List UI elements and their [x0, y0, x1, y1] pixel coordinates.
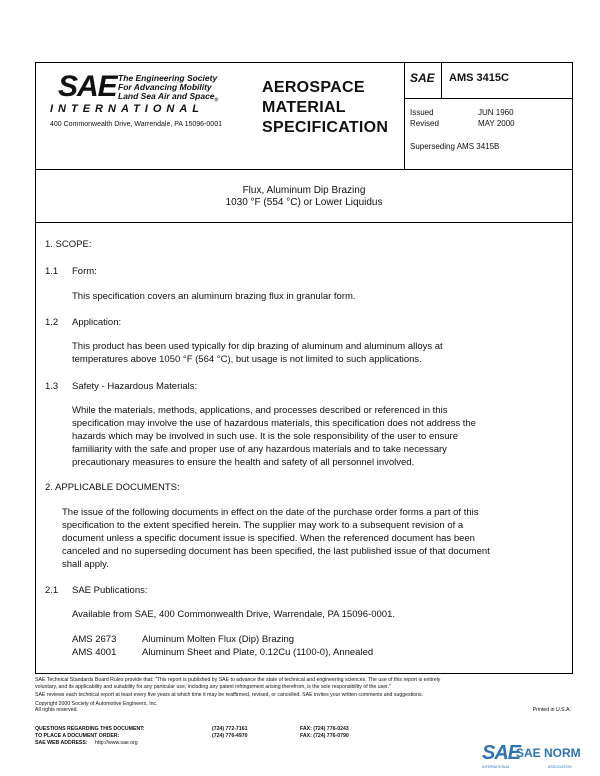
document-title: Flux, Aluminum Dip Brazing 1030 °F (554 °C) or Lower Liquidus — [225, 185, 383, 208]
section-1-heading: 1. SCOPE: — [45, 239, 92, 250]
section-2-heading: 2. APPLICABLE DOCUMENTS: — [45, 482, 180, 493]
printed-note: Printed in U.S.A. — [532, 707, 571, 714]
section-2-text: The issue of the following documents in effect on the date of the purchase order forms a part of this specification to the extent specified herein. The supplier may work to a subsequent revision of a document unless a specific document issue is specified. When the referenced document has been canceled and no superseding document has been specified, the last published issue of that document shall apply. — [62, 507, 490, 570]
web-link[interactable]: http://www.sae.org — [95, 740, 138, 746]
sae-norm-watermark-text: SAE NORM — [516, 746, 581, 760]
title-divider — [35, 222, 573, 223]
tagline-line-2: For Advancing Mobility — [118, 82, 212, 92]
section-1-2-text: This product has been used typically for dip brazing of aluminum and aluminum alloys at temperatures above 1050 °F (564 °C), but usage is not limited to such applications. — [72, 341, 443, 365]
section-1-3-number: 1.3 — [45, 381, 59, 392]
sae-norm-watermark-logo: SAE — [482, 742, 521, 764]
section-2-1-title: SAE Publications: — [72, 585, 148, 596]
section-1-1-text: This specification covers an aluminum brazing flux in granular form. — [72, 291, 356, 302]
sae-norm-watermark-sub2: ASSOCIATION — [548, 765, 572, 769]
docnum-logo-divider — [441, 62, 442, 98]
spec-type-title: AEROSPACE MATERIAL SPECIFICATION — [262, 79, 389, 136]
section-1-1-title: Form: — [72, 266, 97, 277]
issued-date: JUN 1960 — [478, 108, 514, 117]
reference-list — [72, 633, 373, 659]
sae-logo: SAE — [58, 70, 117, 103]
section-1-2-number: 1.2 — [45, 317, 59, 328]
tagline-line-1: The Engineering Society — [118, 73, 218, 83]
document-number: AMS 3415C — [449, 72, 509, 84]
tagline-line-3: Land Sea Air and Space$_®$ — [118, 91, 219, 104]
header-divider — [35, 169, 573, 170]
section-1-3-text: While the materials, methods, applications, and processes described or referenced in this specification may involve the use of hazardous materials, this specification does not address the hazards which may be involved in such use. It is the sole responsibility of the user to ensure familiarity with the safe and proper use of any hazardous materials and to take necessary precautionary measures to ensure the health and safety of all personnel involved. — [72, 405, 476, 468]
section-2-1-number: 2.1 — [45, 585, 59, 596]
revised-label: Revised — [410, 119, 439, 128]
issued-label: Issued — [410, 108, 434, 117]
society-tagline — [118, 74, 218, 106]
reference-item: AMS 2673 Aluminum Molten Flux (Dip) Brazing — [72, 634, 295, 645]
international-label: INTERNATIONAL — [50, 103, 205, 115]
superseding-note: Superseding AMS 3415B — [410, 142, 500, 151]
section-2-1-text: Available from SAE, 400 Commonwealth Drive, Warrendale, PA 15096-0001. — [72, 609, 395, 620]
header-vertical-divider — [404, 62, 405, 169]
revised-date: MAY 2000 — [478, 119, 515, 128]
section-1-3-title: Safety - Hazardous Materials: — [72, 381, 198, 392]
docnum-divider — [404, 98, 573, 99]
sae-norm-watermark-sub: INTERNATIONAL — [482, 765, 510, 769]
society-address: 400 Commonwealth Drive, Warrendale, PA 15096-0001 — [50, 121, 222, 128]
section-1-2-title: Application: — [72, 317, 122, 328]
reference-item: AMS 4001 Aluminum Sheet and Plate, 0.12Cu (1100-0), Annealed — [72, 647, 374, 658]
section-1-1-number: 1.1 — [45, 266, 59, 277]
footer-contacts: QUESTIONS REGARDING THIS DOCUMENT: (724) 772-7161 FAX: (724) 776-0243 TO PLACE A DOCUMENT ORDER: (724) 776-4970 FAX: (724) 776-0790 SAE WEB ADDRESS: http://www.sae.org — [35, 726, 349, 746]
document-frame — [35, 62, 573, 674]
small-sae-logo: SAE — [410, 71, 435, 85]
footer-disclaimer: SAE Technical Standards Board Rules provide that: "This report is published by SAE to advance the state of technical and engineering sciences. The use of this report is entirely voluntary, and its applicability and suitability for any particular use, including any patent infringement arising therefrom, is the sole responsibility of the user." SAE reviews each technical report at least every five years at which time it may be reaffirmed, revised, or cancelled. SAE invites your written comments and suggestions. Copyright 2000 Society of Automotive Engineers, Inc. All rights reserved. Printed in U.S.A. — [35, 677, 571, 714]
